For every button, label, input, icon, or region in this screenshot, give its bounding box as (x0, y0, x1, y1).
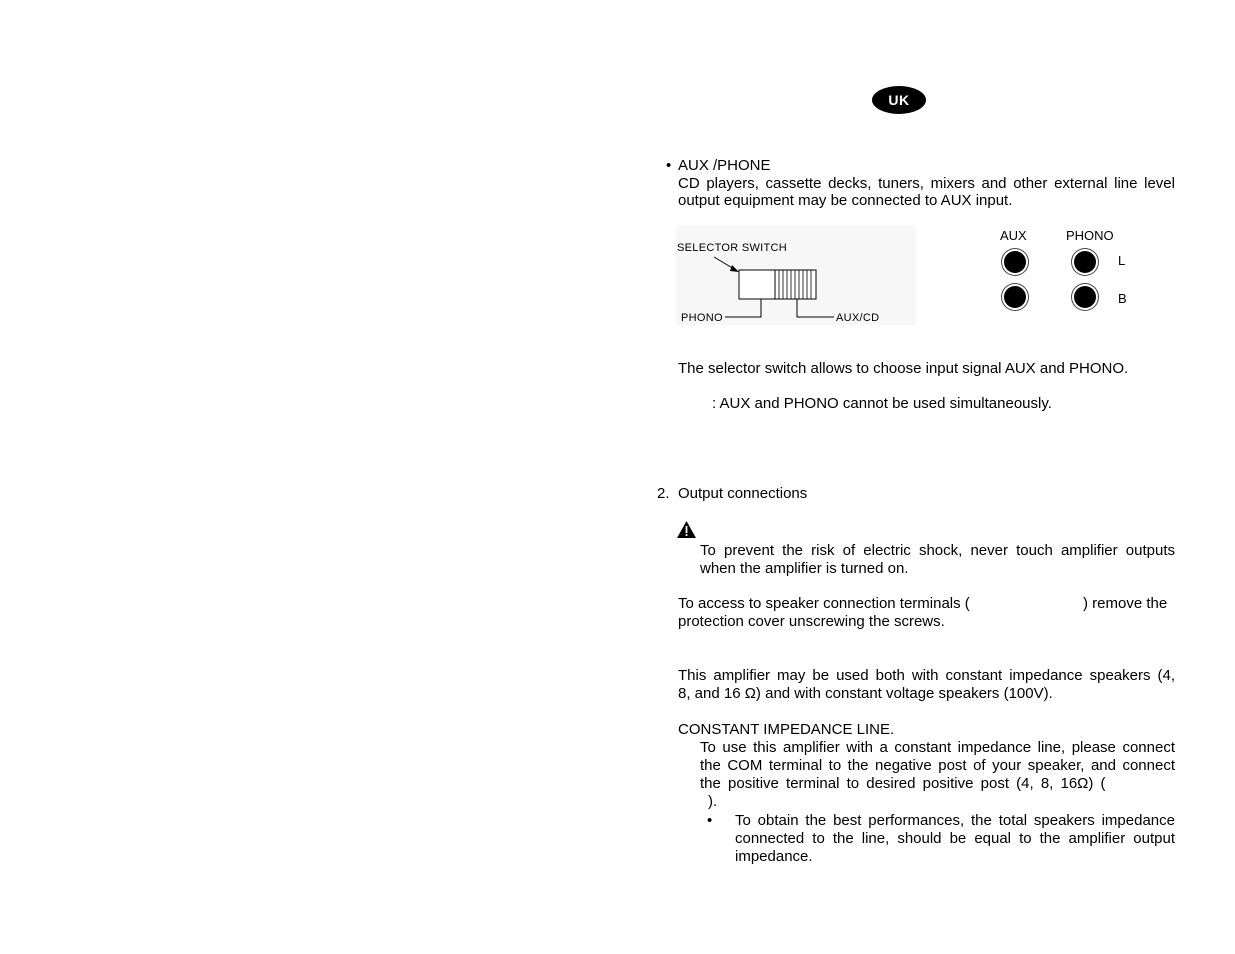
uk-language-badge: UK (872, 86, 926, 114)
aux-description-line-1: CD players, cassette decks, tuners, mixers and other external line level (678, 175, 1175, 192)
phono-left-jack (1074, 251, 1096, 273)
access-terminals-line-2: protection cover unscrewing the screws. (678, 613, 945, 630)
aux-cd-switch-label: AUX/CD (836, 312, 880, 324)
selector-switch-drawing (676, 225, 916, 325)
constant-impedance-line-3: the positive terminal to desired positive post (4, 8, 16Ω) ( (700, 775, 1106, 792)
best-performance-line-3: impedance. (735, 848, 813, 865)
output-section-heading: Output connections (678, 485, 808, 502)
aux-jacks-label: AUX (1000, 228, 1027, 243)
best-performance-line-2: connected to the line, should be equal to the amplifier output (735, 830, 1175, 847)
selector-switch-label: SELECTOR SWITCH (677, 242, 788, 254)
note-text: : AUX and PHONO cannot be used simultaneously. (712, 395, 1052, 412)
usage-line-2: 8, and 16 Ω) and with constant voltage speakers (100V). (678, 685, 1053, 702)
phono-switch-label: PHONO (681, 312, 723, 324)
selector-switch-diagram (676, 225, 916, 325)
warning-line-1: To prevent the risk of electric shock, never touch amplifier outputs (700, 542, 1175, 559)
best-performance-bullet: • (707, 812, 713, 829)
constant-impedance-heading: CONSTANT IMPEDANCE LINE. (678, 721, 895, 738)
channel-r-label: B (1118, 291, 1127, 306)
aux-heading: AUX /PHONE (678, 157, 771, 174)
warning-triangle-icon (676, 520, 697, 539)
access-terminals-text-right: ) remove the (1083, 595, 1168, 612)
warning-line-2: when the amplifier is turned on. (700, 560, 909, 577)
output-section-number: 2. (657, 485, 670, 502)
aux-left-jack (1004, 251, 1026, 273)
constant-impedance-line-2: the COM terminal to the negative post of your speaker, and connect (700, 757, 1175, 774)
channel-l-label: L (1118, 253, 1126, 268)
phono-jacks-label: PHONO (1066, 228, 1114, 243)
access-terminals-text-left: To access to speaker connection terminals ( (678, 595, 970, 612)
best-performance-line-1: To obtain the best performances, the total speakers impedance (735, 812, 1175, 829)
phono-right-jack (1074, 286, 1096, 308)
aux-description-line-2: output equipment may be connected to AUX input. (678, 192, 1013, 209)
constant-impedance-line-1: To use this amplifier with a constant impedance line, please connect (700, 739, 1175, 756)
aux-right-jack (1004, 286, 1026, 308)
aux-bullet: • (666, 157, 672, 174)
usage-line-1: This amplifier may be used both with constant impedance speakers (4, (678, 667, 1175, 684)
constant-impedance-line-4: ). (708, 793, 718, 810)
selector-description: The selector switch allows to choose input signal AUX and PHONO. (678, 360, 1129, 377)
